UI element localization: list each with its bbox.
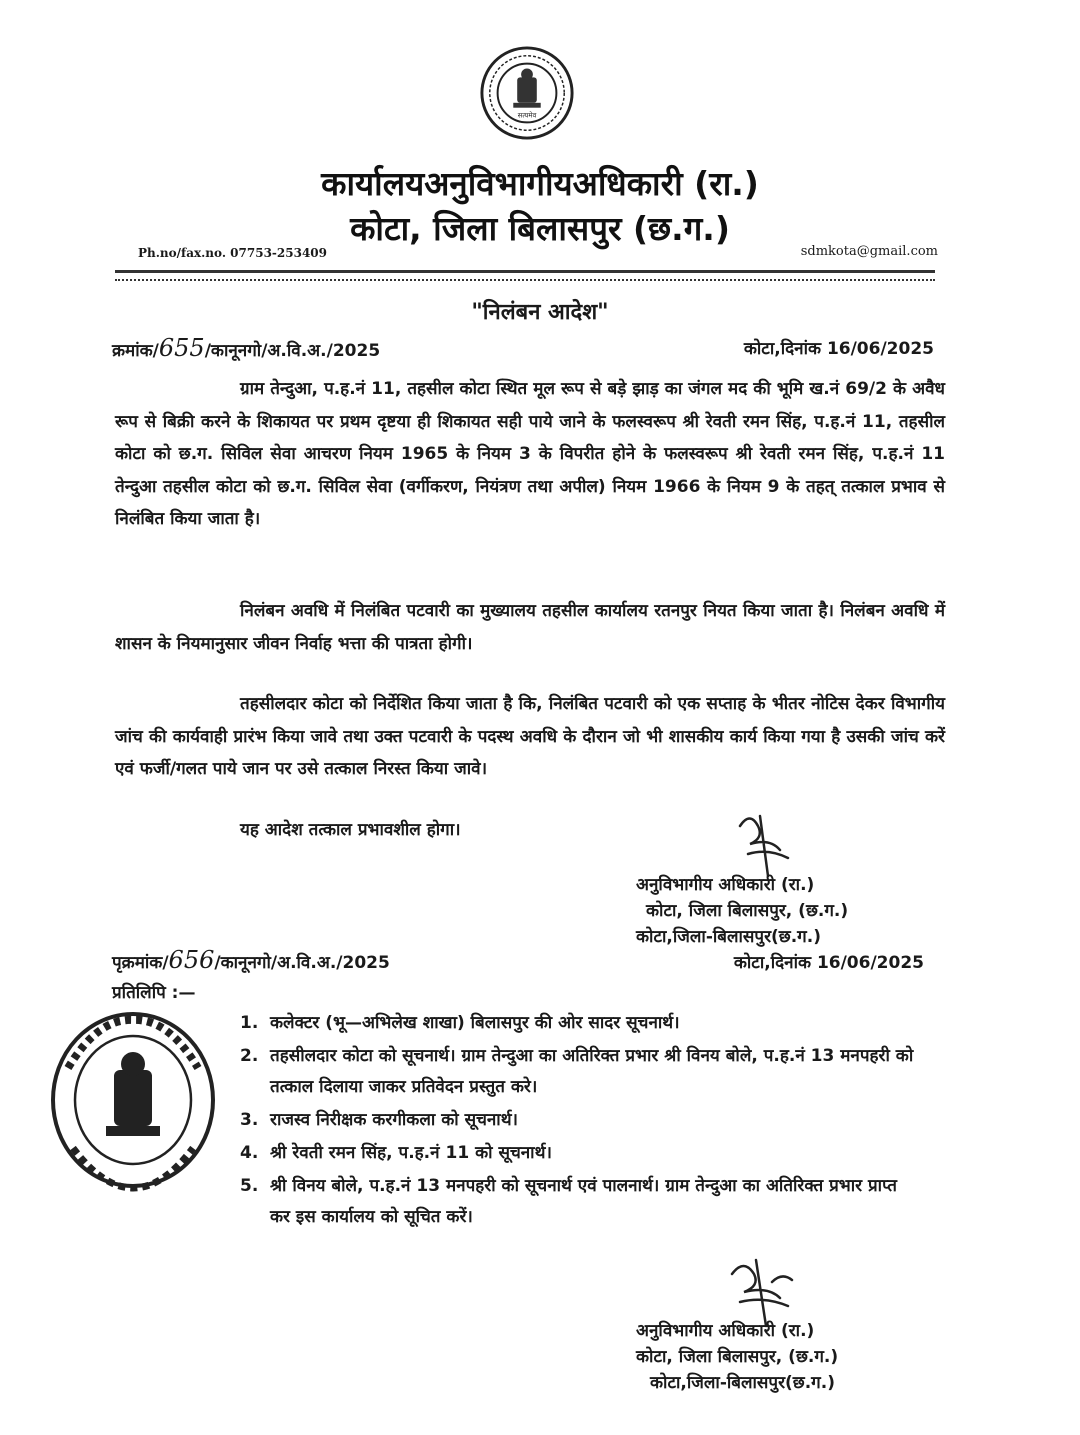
svg-text:सत्यमेव: सत्यमेव	[517, 111, 537, 120]
signatory-place: कोटा, जिला बिलासपुर, (छ.ग.)	[646, 901, 849, 921]
order-paragraph-1: ग्राम तेन्दुआ, प.ह.नं 11, तहसील कोटा स्थित मूल रूप से बड़े झाड़ का जंगल मद की भूमि ख.नं 69/2 के अवैध रूप से बिक्री करने के शिकायत पर प्रथम दृष्टया ही शिकायत सही पाये जाने के फलस्वरूप श्री रेवती रमन सिंह, प.ह.नं 11, तहसील कोटा को छ.ग. सिविल सेवा आचरण नियम 1965 के नियम 3 के विपरीत होने के फलस्वरूप श्री रेवती रमन सिंह, प.ह.नं 11 तेन्दुआ तहसील कोटा को छ.ग. सिविल सेवा (वर्गीकरण, नियंत्रण तथा अपील) नियम 1966 के नियम 9 के तहत् तत्काल प्रभाव से निलंबित किया जाता है।	[115, 379, 945, 530]
list-item: 2. तहसीलदार कोटा को सूचनार्थ। ग्राम तेन्दुआ का अतिरिक्त प्रभार श्री विनय बोले, प.ह.नं 13 मनपहरी को तत्काल दिलाया जाकर प्रतिवेदन प्रस्तुत करे।	[240, 1046, 914, 1097]
email-address: sdmkota@gmail.com	[800, 244, 938, 259]
phone-number: Ph.no/fax.no. 07753-253409	[138, 246, 328, 260]
endorsement-date: कोटा,दिनांक 16/06/2025	[733, 953, 924, 973]
ref-prefix: क्रमांक/	[112, 341, 159, 361]
office-title: कार्यालयअनुविभागीयअधिकारी (रा.)	[321, 164, 759, 203]
order-heading: "निलंबन आदेश"	[471, 300, 609, 325]
list-item: 3. राजस्व निरीक्षक करगीकला को सूचनार्थ।	[240, 1110, 519, 1130]
signatory-designation: अनुविभागीय अधिकारी (रा.)	[636, 875, 815, 895]
list-item: 5. श्री विनय बोले, प.ह.नं 13 मनपहरी को सूचनार्थ एवं पालनार्थ। ग्राम तेन्दुआ का अतिरिक्त प्रभार प्राप्त कर इस कार्यालय को सूचित करें।	[240, 1176, 897, 1227]
endorsement-reference	[112, 946, 390, 974]
ref-suffix: /कानूनगो/अ.वि.अ./2025	[204, 341, 381, 361]
endorsement-ref-suffix: /कानूनगो/अ.वि.अ./2025	[214, 953, 390, 973]
endorsement-ref-number-handwritten: 656	[168, 946, 215, 974]
signatory-designation: अनुविभागीय अधिकारी (रा.)	[636, 1321, 815, 1341]
order-paragraph-2: निलंबन अवधि में निलंबित पटवारी का मुख्यालय तहसील कार्यालय रतनपुर नियत किया जाता है। निलंबन अवधि में शासन के नियमानुसार जीवन निर्वाह भत्ता की पात्रता होगी।	[115, 601, 945, 654]
header-divider	[115, 270, 935, 281]
copy-to-label: प्रतिलिपि :—	[112, 983, 196, 1003]
signature-block-1	[636, 872, 936, 950]
copy-list	[240, 1008, 920, 1235]
signatory-place: कोटा, जिला बिलासपुर, (छ.ग.)	[636, 1347, 839, 1367]
signatory-stamp: कोटा,जिला-बिलासपुर(छ.ग.)	[636, 927, 821, 947]
ref-number-handwritten: 655	[158, 334, 205, 362]
order-date: कोटा,दिनांक 16/06/2025	[743, 339, 934, 359]
signatory-stamp: कोटा,जिला-बिलासपुर(छ.ग.)	[650, 1373, 835, 1393]
state-emblem-icon	[478, 44, 576, 142]
list-item: 1. कलेक्टर (भू—अभिलेख शाखा) बिलासपुर की ओर सादर सूचनार्थ।	[240, 1013, 680, 1033]
order-reference	[112, 334, 380, 362]
order-paragraph-3: तहसीलदार कोटा को निर्देशित किया जाता है कि, निलंबित पटवारी को एक सप्ताह के भीतर नोटिस देकर विभागीय जांच की कार्यवाही प्रारंभ किया जावे तथा उक्त पटवारी के पदस्थ अवधि के दौरान जो भी शासकीय कार्य किया गया है उसकी जांच करें एवं फर्जी/गलत पाये जान पर उसे तत्काल निरस्त किया जावे।	[115, 694, 945, 780]
endorsement-ref-prefix: पृक्रमांक/	[112, 953, 169, 973]
office-location: कोटा, जिला बिलासपुर (छ.ग.)	[350, 209, 730, 248]
office-seal-icon	[48, 1008, 218, 1193]
order-paragraph-4: यह आदेश तत्काल प्रभावशील होगा।	[240, 820, 461, 840]
signature-block-2	[636, 1318, 956, 1396]
list-item: 4. श्री रेवती रमन सिंह, प.ह.नं 11 को सूचनार्थ।	[240, 1143, 552, 1163]
